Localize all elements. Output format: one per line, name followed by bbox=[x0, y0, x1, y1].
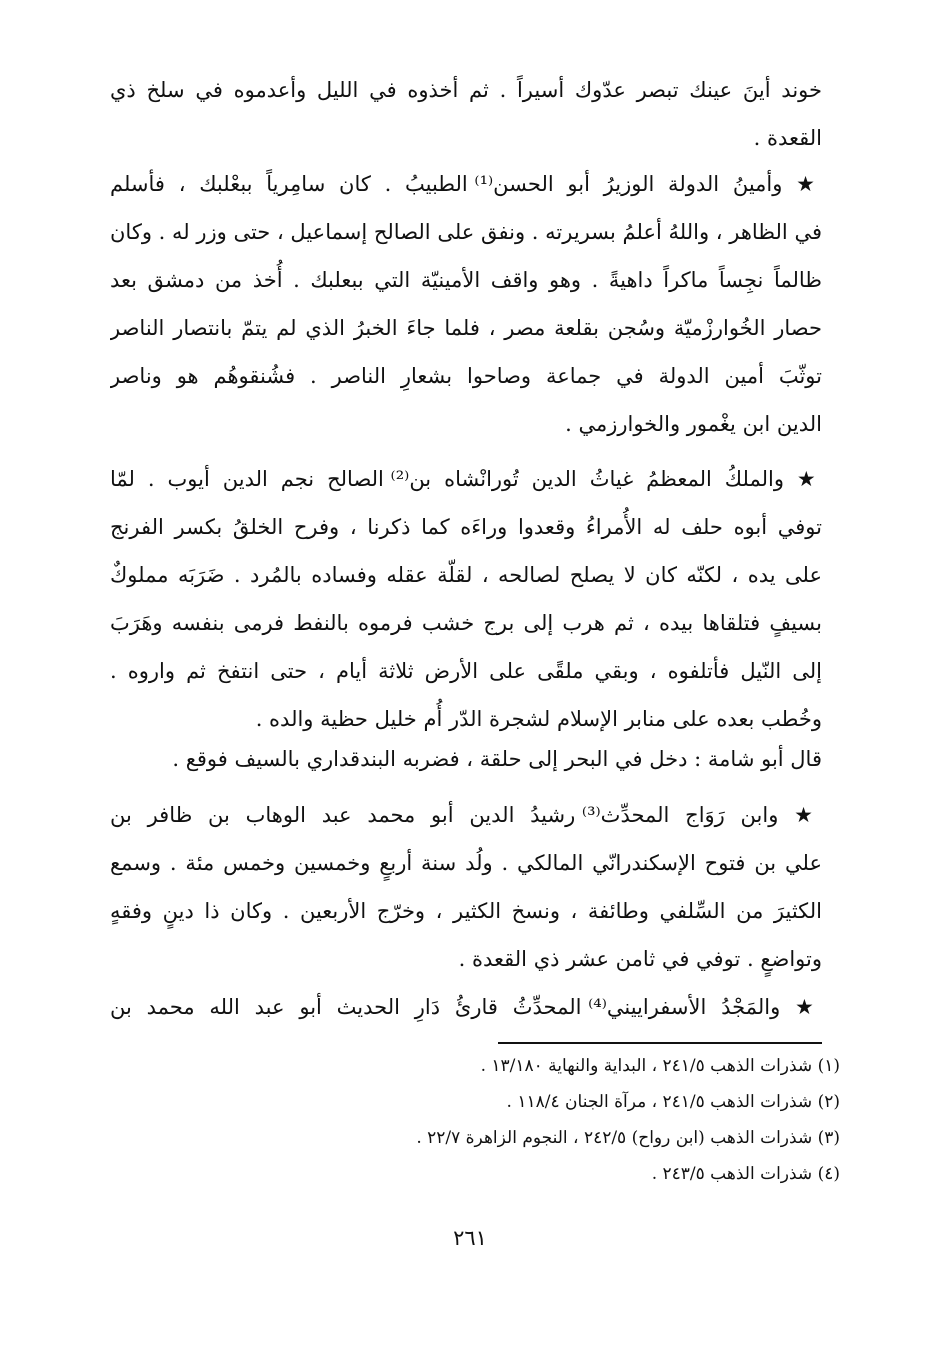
paragraph-3 bbox=[110, 455, 822, 743]
text-line: الدين ابن يغْمور والخوارزمي . bbox=[565, 412, 822, 436]
page-number: ٢٦١ bbox=[453, 1226, 487, 1250]
paragraph-6 bbox=[110, 983, 822, 1031]
paragraph-1 bbox=[110, 66, 822, 162]
text-line: ظالماً نجِساً ماكراً داهيةً . وهو واقف الأمينيّة التي ببعلبك . أُخذ من دمشق بعد bbox=[110, 268, 822, 292]
footnote-2: (٢) شذرات الذهب ٢٤١/٥ ، مرآة الجنان ١١٨/٤ . bbox=[506, 1092, 840, 1112]
text-line: ★ وأمينُ الدولة الوزيرُ أبو الحسن⁽¹⁾ الطبيبُ . كان سامِرياً ببعْلبك ، فأسلم bbox=[110, 172, 822, 196]
text-line: القعدة . bbox=[753, 126, 822, 150]
text-line: وخُطب بعده على منابر الإسلام لشجرة الدّر أُم خليل حظية والده . bbox=[255, 707, 822, 731]
paragraph-4 bbox=[110, 735, 822, 783]
text-line: خوند أينَ عينك تبصر عدّوك أسيراً . ثم أخذوه في الليل وأعدموه في سلخ ذي bbox=[110, 78, 822, 102]
text-line: علي بن فتوح الإسكندرانّي المالكي . ولُد سنة أربعٍ وخمسين وخمس مئة . وسمع bbox=[110, 851, 822, 875]
text-line: الكثيرَ من السِّلفي وطائفة ، ونسخ الكثير ، وخرّج الأربعين . وكان ذا دينٍ وفقهٍ bbox=[110, 899, 822, 923]
text-line: في الظاهر ، واللهُ أعلمُ بسريرته . ونفق على الصالح إسماعيل ، حتى وزر له . وكان bbox=[110, 220, 822, 244]
text-line: وتواضعٍ . توفي في ثامن عشر ذي القعدة . bbox=[458, 947, 822, 971]
footnote-3: (٣) شذرات الذهب (ابن رواح) ٢٤٢/٥ ، النجوم الزاهرة ٢٢/٧ . bbox=[416, 1128, 840, 1148]
text-line: بسيفٍ فتلقاها بيده ، ثم هرب إلى برج خشب فرموه بالنفط فرمى بنفسه وهَرَبَ bbox=[110, 611, 822, 635]
text-line: قال أبو شامة : دخل في البحر إلى حلقة ، فضربه البندقداري بالسيف فوقع . bbox=[172, 747, 822, 771]
footnote-divider bbox=[498, 1042, 822, 1044]
text-line: ★ والملكُ المعظمُ غياثُ الدين تُورانْشاه بن⁽²⁾ الصالح نجم الدين أيوب . لمّا bbox=[110, 467, 822, 491]
footnotes bbox=[300, 1048, 840, 1192]
text-line: إلى النّيل فأتلفوه ، وبقي ملقًى على الأرض ثلاثة أيام ، حتى انتفخ ثم واروه . bbox=[110, 659, 822, 683]
text-line: على يده ، لكنّه كان لا يصلح لصالحه ، لقلّة عقله وفساده بالمُرد . ضَرَبَه مملوكٌ bbox=[110, 563, 822, 587]
text-line: ★ وابن رَوَاج المحدِّث⁽³⁾ رشيدُ الدين أبو محمد عبد الوهاب بن ظافر بن bbox=[110, 803, 822, 827]
text-line: حصار الخُوارزْميّة وسُجن بقلعة مصر ، فلما جاءَ الخبرُ الذي لم يتمّ بانتصار الناصر bbox=[110, 316, 822, 340]
text-line: توثّبَ أمين الدولة في جماعة وصاحوا بشعارِ الناصر . فشُنقوهُم هو وناصر bbox=[110, 364, 822, 388]
footnote-4: (٤) شذرات الذهب ٢٤٣/٥ . bbox=[651, 1164, 840, 1184]
paragraph-2 bbox=[110, 160, 822, 448]
paragraph-5 bbox=[110, 791, 822, 983]
text-line: توفي أبوه حلف له الأُمراءُ وقعدوا وراءَه كما ذكرنا ، وفرح الخلقُ بكسر الفرنج bbox=[110, 515, 822, 539]
footnote-1: (١) شذرات الذهب ٢٤١/٥ ، البداية والنهاية ١٣/١٨٠ . bbox=[480, 1056, 840, 1076]
text-line: ★ والمَجْدُ الأسفراييني⁽⁴⁾ المحدِّثُ قارئُ دَارِ الحديث أبو عبد الله محمد بن bbox=[110, 995, 822, 1019]
